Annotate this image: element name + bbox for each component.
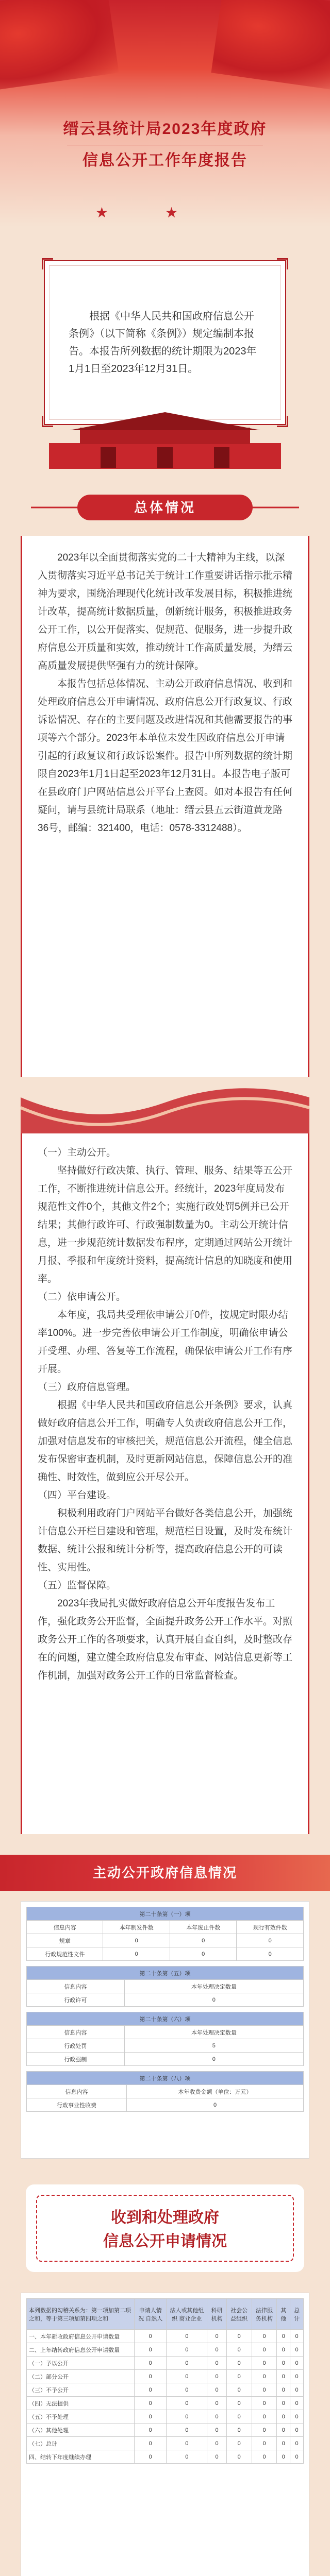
table-cell: 0: [167, 2343, 207, 2357]
table-cell: 0: [167, 2424, 207, 2437]
table-cell: 行政事业性收费: [27, 2098, 127, 2112]
table-cell: 0: [135, 2383, 167, 2397]
subsection-heading: （二）依申请公开。: [38, 1292, 126, 1302]
header-ornament-right: [237, 503, 299, 512]
table-row: [27, 2357, 304, 2370]
table-cell: 0: [135, 2437, 167, 2450]
table-cell: 信息内容: [27, 2085, 127, 2098]
table-cell: 0: [277, 2450, 290, 2464]
table-cell: 0: [252, 2370, 277, 2383]
ribbon-decoration: [21, 1077, 309, 1133]
table-cell: 0: [226, 2437, 252, 2450]
table-title: 第二十条第（一）项: [27, 1907, 304, 1921]
subsection-text: 根据《中华人民共和国政府信息公开条例》要求，认真做好政府信息公开工作，明确专人负责政府信息公开工作，加强对信息发布的审核把关，规范信息公开流程，健全信息发布保密审查机制，及时更新网站信息，保障信息公开的准确性、时效性，做到应公开尽公开。: [38, 1400, 293, 1483]
table-cell: 0: [252, 2437, 277, 2450]
table-cell: 0: [207, 2397, 226, 2410]
table-cell: 0: [226, 2424, 252, 2437]
table-cell: 0: [135, 2330, 167, 2343]
table-cell: 0: [252, 2397, 277, 2410]
table-cell: 0: [290, 2424, 304, 2437]
apply-table-box: [21, 2293, 309, 2576]
table-cell: 信息内容: [27, 1921, 103, 1934]
hero-banner: [0, 0, 330, 227]
table-article20-5: [26, 1966, 304, 2007]
table-cell: 0: [207, 2370, 226, 2383]
table-cell: 0: [135, 2450, 167, 2464]
table-cell: 0: [290, 2330, 304, 2343]
star-icons: ★★: [95, 205, 235, 221]
table-cell: 0: [252, 2450, 277, 2464]
title-line-2: 信息公开工作年度报告: [82, 152, 248, 169]
table-cell: 0: [124, 2053, 303, 2066]
table-cell: 0: [167, 2383, 207, 2397]
table-cell: 法人或其他组织 商业企业: [167, 2299, 207, 2330]
table-cell: （一）予以公开: [27, 2357, 135, 2370]
table-cell: 0: [277, 2370, 290, 2383]
table-article20-6: [26, 2012, 304, 2066]
table-cell: 0: [103, 1934, 170, 1947]
table-article20-8: [26, 2071, 304, 2112]
table-cell: 申请人情况 自然人: [135, 2299, 167, 2330]
subsection-text: 积极利用政府门户网站平台做好各类信息公开，加强统计信息公开栏目建设和管理，规范栏目设置，及时发布统计数据、统计公报和统计分析等，提高政府信息公开的可读性、实用性。: [38, 1508, 293, 1573]
table-cell: 0: [277, 2437, 290, 2450]
table-cell: 0: [277, 2357, 290, 2370]
table-cell: 0: [252, 2343, 277, 2357]
table-row: [27, 2410, 304, 2424]
table-cell: 本年废止件数: [170, 1921, 237, 1934]
table-cell: 0: [226, 2410, 252, 2424]
table-row: [27, 2370, 304, 2383]
table-title: 第二十条第（五）项: [27, 1967, 304, 1980]
table-cell: 0: [135, 2397, 167, 2410]
overall-subsections: [21, 1133, 309, 1834]
table-article20-1: [26, 1907, 304, 1961]
table-cell: 二、上年结转政府信息公开申请数量: [27, 2343, 135, 2357]
table-cell: 0: [252, 2383, 277, 2397]
table-cell: 0: [252, 2330, 277, 2343]
table-cell: 0: [226, 2383, 252, 2397]
table-row: [27, 2450, 304, 2464]
table-cell: 0: [226, 2397, 252, 2410]
table-cell: 0: [135, 2410, 167, 2424]
table-cell: 0: [170, 1947, 237, 1961]
overall-content: [21, 536, 309, 1077]
table-cell: 0: [290, 2437, 304, 2450]
subsection-heading: （一）主动公开。: [38, 1147, 117, 1158]
tiananmen-illustration: [49, 407, 281, 469]
table-cell: 一、本年新收政府信息公开申请数量: [27, 2330, 135, 2343]
table-cell: 法律服务机构: [252, 2299, 277, 2330]
table-cell: 信息内容: [27, 2026, 125, 2039]
table-cell: 0: [207, 2357, 226, 2370]
table-cell: 0: [290, 2450, 304, 2464]
table-cell: （五）不予处理: [27, 2410, 135, 2424]
subsection-heading: （四）平台建设。: [38, 1490, 117, 1501]
section-header-overall: [0, 484, 330, 531]
apply-statistics-table: [26, 2298, 304, 2464]
table-cell: 0: [277, 2410, 290, 2424]
table-cell: 0: [167, 2450, 207, 2464]
table-cell: 0: [207, 2437, 226, 2450]
table-cell: 0: [290, 2383, 304, 2397]
table-cell: 0: [135, 2370, 167, 2383]
title-line-1: 缙云县统计局2023年度政府: [63, 121, 267, 138]
table-cell: 0: [277, 2397, 290, 2410]
table-cell: 行政许可: [27, 1993, 125, 2007]
table-cell: 总计: [290, 2299, 304, 2330]
subsection-text: 本年度，我局共受理依申请公开0件，按规定时限办结率100%。进一步完善依申请公开工作制度，明确依申请公开受理、办理、答复等工作流程，确保依申请公开工作有序开展。: [38, 1310, 293, 1375]
table-cell: 0: [127, 2098, 304, 2112]
table-cell: （七）总计: [27, 2437, 135, 2450]
table-cell: 本年处理决定数量: [124, 1980, 303, 1993]
table-title: 第二十条第（六）项: [27, 2012, 304, 2026]
table-cell: 科研机构: [207, 2299, 226, 2330]
subsection-heading: （五）监督保障。: [38, 1580, 117, 1591]
table-row: [27, 2397, 304, 2410]
table-cell: 0: [290, 2370, 304, 2383]
corner-ornament: [277, 258, 288, 269]
red-flag-left: [0, 0, 119, 91]
table-cell: 0: [290, 2357, 304, 2370]
table-cell: 0: [167, 2437, 207, 2450]
table-cell: 0: [226, 2343, 252, 2357]
table-cell: 本年处理决定数量: [124, 2026, 303, 2039]
table-cell: 本列数据的勾稽关系为：第一项加第二项之和，等于第三项加第四项之和: [27, 2299, 135, 2330]
active-disclosure-tables: [21, 1901, 309, 2159]
table-cell: 0: [277, 2330, 290, 2343]
table-cell: 本年收费金额（单位：万元）: [127, 2085, 304, 2098]
table-row: [27, 2437, 304, 2450]
table-cell: 0: [167, 2357, 207, 2370]
table-cell: 0: [167, 2410, 207, 2424]
table-row: [27, 2299, 304, 2330]
table-cell: （四）无法提供: [27, 2397, 135, 2410]
table-cell: 0: [252, 2357, 277, 2370]
title-line-1: 收到和处理政府: [111, 2209, 219, 2226]
table-cell: 0: [103, 1947, 170, 1961]
section-header-active: [0, 1855, 330, 1891]
overall-paragraph: 2023年以全面贯彻落实党的二十大精神为主线，以深入贯彻落实习近平总书记关于统计工作重要讲话指示批示精神为要求，围绕治理现代化统计改革发展目标，积极推进统计改革，提高统计数据质量，创新统计服务，积极推进政务公开工作，以公开促落实、促规范、促服务，进一步提升政府信息公开质量和实效，推动统计工作高质量发展，为缙云高质量发展提供坚强有力的统计保障。: [38, 552, 293, 671]
table-cell: 0: [207, 2410, 226, 2424]
table-cell: 0: [290, 2397, 304, 2410]
table-cell: 0: [252, 2410, 277, 2424]
table-cell: 行政规范性文件: [27, 1947, 103, 1961]
table-cell: 0: [167, 2370, 207, 2383]
table-cell: 0: [207, 2330, 226, 2343]
table-cell: 0: [237, 1934, 304, 1947]
subsection-text: 2023年我局扎实做好政府信息公开年度报告发布工作，强化政务公开监督，全面提升政务公开工作水平。对照政务公开工作的各项要求，认真开展自查自纠，及时整改存在的问题，建立健全政府信息发布审查、网站信息更新等工作机制，加强对政务公开工作的日常监督检查。: [38, 1598, 293, 1681]
table-cell: 0: [277, 2383, 290, 2397]
table-cell: 0: [277, 2424, 290, 2437]
table-cell: 0: [207, 2343, 226, 2357]
table-cell: 本年制发件数: [103, 1921, 170, 1934]
table-cell: 0: [277, 2343, 290, 2357]
title-line-2: 信息公开申请情况: [103, 2233, 227, 2250]
table-cell: 社会公益组织: [226, 2299, 252, 2330]
section-title: [26, 2206, 304, 2253]
table-cell: 0: [226, 2330, 252, 2343]
table-cell: 0: [290, 2410, 304, 2424]
table-cell: 0: [252, 2424, 277, 2437]
table-cell: 行政强制: [27, 2053, 125, 2066]
table-cell: （六）其他处理: [27, 2424, 135, 2437]
table-cell: 0: [135, 2357, 167, 2370]
report-title: [57, 116, 273, 174]
table-cell: 0: [167, 2330, 207, 2343]
table-cell: 0: [226, 2370, 252, 2383]
subsection-heading: （三）政府信息管理。: [38, 1382, 136, 1393]
table-cell: 规章: [27, 1934, 103, 1947]
preface-text: 根据《中华人民共和国政府信息公开条例》（以下简称《条例》）规定编制本报告。本报告所列数据的统计期限为2023年1月1日至2023年12月31日。: [69, 311, 257, 375]
table-cell: 0: [135, 2343, 167, 2357]
preface-card: [44, 260, 286, 425]
table-row: [27, 2424, 304, 2437]
section-title: 主动公开政府信息情况: [92, 1865, 237, 1880]
table-cell: 其他: [277, 2299, 290, 2330]
table-cell: 0: [207, 2424, 226, 2437]
table-title: 第二十条第（八）项: [27, 2072, 304, 2085]
table-cell: 现行有效件数: [237, 1921, 304, 1934]
table-row: [27, 2343, 304, 2357]
table-cell: 0: [226, 2450, 252, 2464]
table-cell: 四、结转下年度继续办理: [27, 2450, 135, 2464]
table-row: [27, 2383, 304, 2397]
overall-paragraph: 本报告包括总体情况、主动公开政府信息情况、收到和处理政府信息公开申请情况、政府信息公开行政复议、行政诉讼情况、存在的主要问题及改进情况和其他需要报告的事项等六个部分。2023年本单位未发生因政府信息公开申请引起的行政复议和行政诉讼案件。报告中所列数据的统计期限自2023年1月1日起至2023年12月31日。本报告电子版可在县政府门户网站信息公开平台上查阅。如对本报告有任何疑问，请与县统计局联系（地址：缙云县五云街道黄龙路36号，邮编：321400，电话：0578-3312488）。: [38, 679, 293, 834]
table-cell: 0: [237, 1947, 304, 1961]
table-cell: 0: [170, 1934, 237, 1947]
section-title: 总体情况: [77, 495, 253, 520]
red-flag-right: [211, 0, 330, 91]
table-cell: 5: [124, 2039, 303, 2053]
table-cell: 0: [167, 2397, 207, 2410]
table-cell: 信息内容: [27, 1980, 125, 1993]
table-cell: 0: [124, 1993, 303, 2007]
corner-ornament: [42, 258, 53, 269]
table-cell: （三）不予公开: [27, 2383, 135, 2397]
table-cell: 0: [135, 2424, 167, 2437]
table-cell: 0: [290, 2343, 304, 2357]
table-cell: 行政处罚: [27, 2039, 125, 2053]
table-cell: （二）部分公开: [27, 2370, 135, 2383]
table-row: [27, 2330, 304, 2343]
subsection-text: 坚持做好行政决策、执行、管理、服务、结果等五公开工作，不断推进统计信息公开。经统计，2023年度局发布规范性文件0个，其他文件2个；实施行政处罚5例并已公开结果；其他行政许可、行政强制数量为0。主动公开统计信息，进一步规范统计数据发布程序，定期通过网站公开统计月报、季报和年度统计资料，提高统计信息的知晓度和使用率。: [38, 1165, 293, 1284]
table-cell: 0: [207, 2450, 226, 2464]
table-cell: 0: [207, 2383, 226, 2397]
section-header-apply: [26, 2184, 304, 2272]
table-cell: 0: [226, 2357, 252, 2370]
